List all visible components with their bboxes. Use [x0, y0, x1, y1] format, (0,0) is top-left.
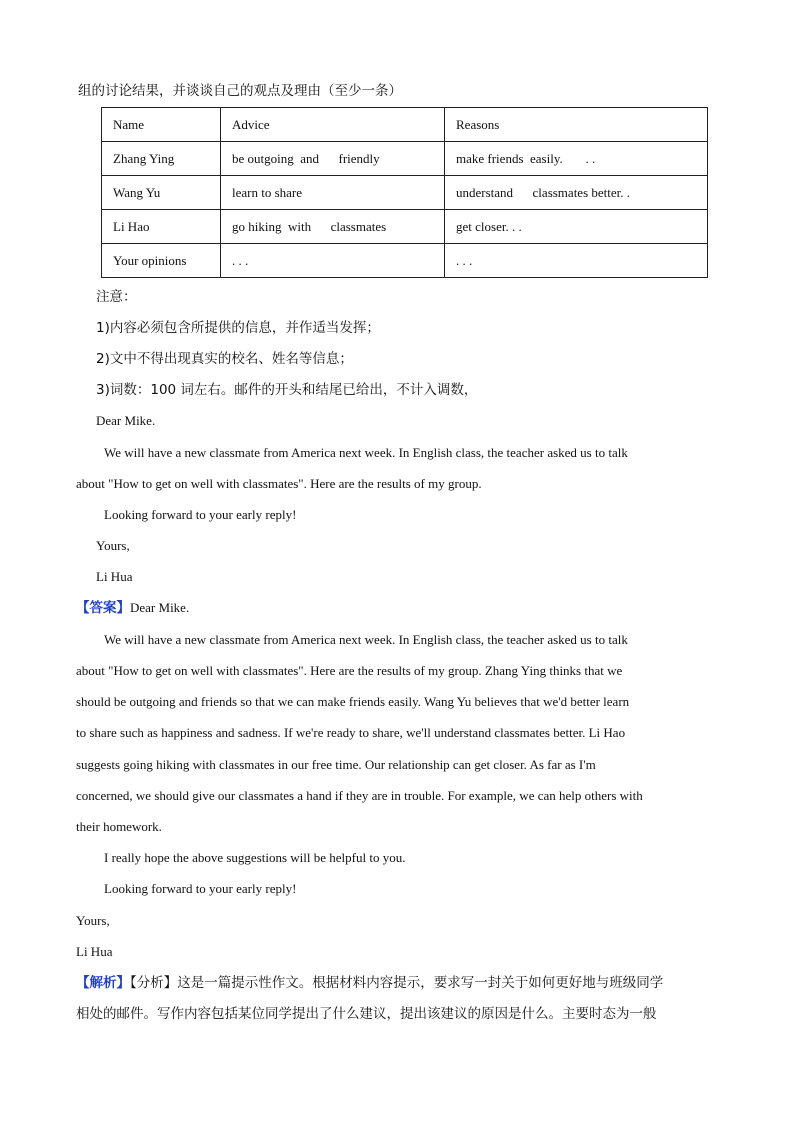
answer-paragraph-line: about "How to get on well with classmates". Here are the results of my group. Zhang Ying thinks that we	[76, 663, 623, 678]
answer-paragraph-line: concerned, we should give our classmates a hand if they are in trouble. For example, we can help others with	[76, 788, 643, 803]
answer-hope: I really hope the above suggestions will be helpful to you.	[104, 850, 406, 865]
table-cell-advice: go hiking with classmates	[221, 210, 445, 244]
prompt-paragraph-line: about "How to get on well with classmates". Here are the results of my group.	[76, 476, 482, 491]
answer-heading	[76, 599, 189, 617]
answer-paragraph-line: should be outgoing and friends so that we can make friends easily. Wang Yu believes that we'd better learn	[76, 694, 630, 709]
table-header-row	[102, 108, 708, 142]
analysis-tag: 【解析】	[76, 975, 130, 991]
table-cell-advice: learn to share	[221, 176, 445, 210]
answer-signoff: Yours,	[76, 913, 110, 928]
header-name: Name	[102, 108, 221, 142]
table-cell-reasons: understand classmates better. .	[445, 176, 708, 210]
notes-item: 2)文中不得出现真实的校名、姓名等信息；	[96, 351, 353, 367]
prompt-paragraph-line: We will have a new classmate from America next week. In English class, the teacher asked us to talk	[104, 445, 628, 460]
answer-name: Li Hua	[76, 944, 113, 959]
table-cell-name: Li Hao	[102, 210, 221, 244]
table-cell-reasons: make friends easily. . .	[445, 142, 708, 176]
answer-paragraph-line: their homework.	[76, 819, 162, 834]
answer-greeting: Dear Mike.	[130, 600, 190, 615]
prompt-signoff: Yours,	[96, 538, 130, 553]
table-cell-reasons: . . .	[445, 244, 708, 278]
answer-paragraph-line: We will have a new classmate from America next week. In English class, the teacher asked us to talk	[104, 632, 628, 647]
analysis-line: 相处的邮件。写作内容包括某位同学提出了什么建议，提出该建议的原因是什么。主要时态为一般	[76, 1006, 657, 1022]
answer-paragraph-line: to share such as happiness and sadness. If we're ready to share, we'll understand classmates better. Li Hao	[76, 725, 626, 740]
prompt-closing: Looking forward to your early reply!	[104, 507, 297, 522]
answer-tag: 【答案】	[76, 600, 130, 616]
notes-item: 1)内容必须包含所提供的信息，并作适当发挥；	[96, 320, 380, 336]
table-row	[102, 176, 708, 210]
table-row	[102, 244, 708, 278]
table-cell-advice: . . .	[221, 244, 445, 278]
intro-text: 组的讨论结果，并谈谈自己的观点及理由（至少一条）	[78, 83, 402, 99]
table-cell-name: Your opinions	[102, 244, 221, 278]
table-cell-name: Zhang Ying	[102, 142, 221, 176]
table-row	[102, 210, 708, 244]
table-row	[102, 142, 708, 176]
notes-item: 3)词数：100 词左右。邮件的开头和结尾已给出，不计入调数，	[96, 382, 478, 398]
analysis-line	[76, 974, 663, 992]
header-advice: Advice	[221, 108, 445, 142]
analysis-text: 这是一篇提示性作文。根据材料内容提示，要求写一封关于如何更好地与班级同学	[177, 975, 664, 991]
prompt-name: Li Hua	[96, 569, 133, 584]
table-cell-advice: be outgoing and friendly	[221, 142, 445, 176]
analysis-subtag: 【分析】	[130, 975, 178, 991]
header-reasons: Reasons	[445, 108, 708, 142]
answer-paragraph-line: suggests going hiking with classmates in our free time. Our relationship can get closer. As far as I'm	[76, 757, 596, 772]
table-cell-name: Wang Yu	[102, 176, 221, 210]
table-cell-reasons: get closer. . .	[445, 210, 708, 244]
notes-title: 注意：	[96, 289, 137, 305]
answer-closing: Looking forward to your early reply!	[104, 881, 297, 896]
advice-table	[101, 107, 708, 278]
prompt-greeting: Dear Mike.	[96, 413, 156, 428]
